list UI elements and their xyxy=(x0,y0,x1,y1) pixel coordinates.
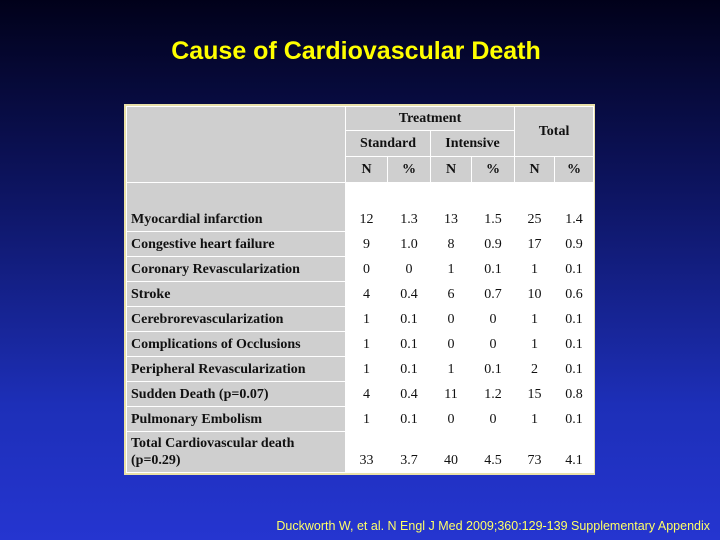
intensive-n-cell: 0 xyxy=(431,407,472,432)
standard-pct-cell: 1.3 xyxy=(388,183,431,232)
table-row xyxy=(127,282,594,307)
standard-pct-cell: 0 xyxy=(388,257,431,282)
row-label: Sudden Death (p=0.07) xyxy=(127,382,346,407)
total-pct-cell: 0.1 xyxy=(555,357,594,382)
intensive-pct-cell: 0 xyxy=(472,332,515,357)
standard-n-cell: 1 xyxy=(346,407,388,432)
standard-n-cell: 12 xyxy=(346,183,388,232)
standard-pct-cell: 0.1 xyxy=(388,332,431,357)
intensive-n-cell: 13 xyxy=(431,183,472,232)
standard-header: Standard xyxy=(346,131,431,157)
row-label: Stroke xyxy=(127,282,346,307)
intensive-n-header: N xyxy=(431,157,472,183)
intensive-header: Intensive xyxy=(431,131,515,157)
standard-pct-cell: 0.1 xyxy=(388,357,431,382)
row-label: Myocardial infarction xyxy=(127,183,346,232)
standard-pct-header: % xyxy=(388,157,431,183)
standard-pct-cell: 1.0 xyxy=(388,232,431,257)
standard-n-cell: 33 xyxy=(346,432,388,473)
cause-of-death-table xyxy=(124,104,595,475)
total-n-cell: 1 xyxy=(515,407,555,432)
total-pct-header: % xyxy=(555,157,594,183)
total-pct-cell: 0.8 xyxy=(555,382,594,407)
intensive-n-cell: 0 xyxy=(431,307,472,332)
intensive-pct-cell: 1.2 xyxy=(472,382,515,407)
total-pct-cell: 0.1 xyxy=(555,407,594,432)
intensive-pct-cell: 0 xyxy=(472,407,515,432)
table-row xyxy=(127,332,594,357)
intensive-pct-cell: 4.5 xyxy=(472,432,515,473)
total-pct-cell: 0.6 xyxy=(555,282,594,307)
row-label: Pulmonary Embolism xyxy=(127,407,346,432)
total-pct-cell: 0.1 xyxy=(555,307,594,332)
standard-n-cell: 4 xyxy=(346,282,388,307)
standard-n-cell: 0 xyxy=(346,257,388,282)
intensive-n-cell: 1 xyxy=(431,357,472,382)
intensive-pct-cell: 0.9 xyxy=(472,232,515,257)
total-n-cell: 2 xyxy=(515,357,555,382)
total-n-cell: 15 xyxy=(515,382,555,407)
total-pct-cell: 4.1 xyxy=(555,432,594,473)
table-row xyxy=(127,257,594,282)
intensive-n-cell: 6 xyxy=(431,282,472,307)
citation-text: Duckworth W, et al. N Engl J Med 2009;360:129-139 Supplementary Appendix xyxy=(276,519,710,533)
total-pct-cell: 0.9 xyxy=(555,232,594,257)
standard-pct-cell: 0.4 xyxy=(388,382,431,407)
intensive-pct-cell: 1.5 xyxy=(472,183,515,232)
intensive-n-cell: 0 xyxy=(431,332,472,357)
table-row-total xyxy=(127,432,594,473)
intensive-pct-cell: 0 xyxy=(472,307,515,332)
total-n-cell: 1 xyxy=(515,257,555,282)
intensive-n-cell: 1 xyxy=(431,257,472,282)
table-row xyxy=(127,357,594,382)
total-n-cell: 1 xyxy=(515,332,555,357)
intensive-n-cell: 40 xyxy=(431,432,472,473)
standard-pct-cell: 0.1 xyxy=(388,307,431,332)
intensive-n-cell: 8 xyxy=(431,232,472,257)
standard-pct-cell: 3.7 xyxy=(388,432,431,473)
standard-n-cell: 9 xyxy=(346,232,388,257)
treatment-header: Treatment xyxy=(346,107,515,131)
total-n-header: N xyxy=(515,157,555,183)
table-row xyxy=(127,307,594,332)
standard-n-cell: 1 xyxy=(346,357,388,382)
data-table xyxy=(126,106,594,473)
intensive-pct-cell: 0.7 xyxy=(472,282,515,307)
standard-n-cell: 1 xyxy=(346,332,388,357)
total-pct-cell: 0.1 xyxy=(555,257,594,282)
intensive-pct-header: % xyxy=(472,157,515,183)
table-row xyxy=(127,183,594,232)
total-pct-cell: 1.4 xyxy=(555,183,594,232)
row-label: Complications of Occlusions xyxy=(127,332,346,357)
intensive-pct-cell: 0.1 xyxy=(472,257,515,282)
table-row xyxy=(127,382,594,407)
total-n-cell: 73 xyxy=(515,432,555,473)
total-n-cell: 10 xyxy=(515,282,555,307)
standard-pct-cell: 0.4 xyxy=(388,282,431,307)
total-n-cell: 25 xyxy=(515,183,555,232)
header-blank-cell xyxy=(127,107,346,183)
row-label: Coronary Revascularization xyxy=(127,257,346,282)
standard-n-cell: 1 xyxy=(346,307,388,332)
row-label: Peripheral Revascularization xyxy=(127,357,346,382)
intensive-n-cell: 11 xyxy=(431,382,472,407)
standard-n-cell: 4 xyxy=(346,382,388,407)
total-header: Total xyxy=(515,107,594,157)
row-label: Total Cardiovascular death (p=0.29) xyxy=(127,432,346,473)
standard-pct-cell: 0.1 xyxy=(388,407,431,432)
intensive-pct-cell: 0.1 xyxy=(472,357,515,382)
standard-n-header: N xyxy=(346,157,388,183)
slide-title: Cause of Cardiovascular Death xyxy=(171,37,541,65)
total-n-cell: 1 xyxy=(515,307,555,332)
table-row xyxy=(127,407,594,432)
total-n-cell: 17 xyxy=(515,232,555,257)
row-label: Cerebrorevascularization xyxy=(127,307,346,332)
row-label: Congestive heart failure xyxy=(127,232,346,257)
table-row xyxy=(127,232,594,257)
total-pct-cell: 0.1 xyxy=(555,332,594,357)
